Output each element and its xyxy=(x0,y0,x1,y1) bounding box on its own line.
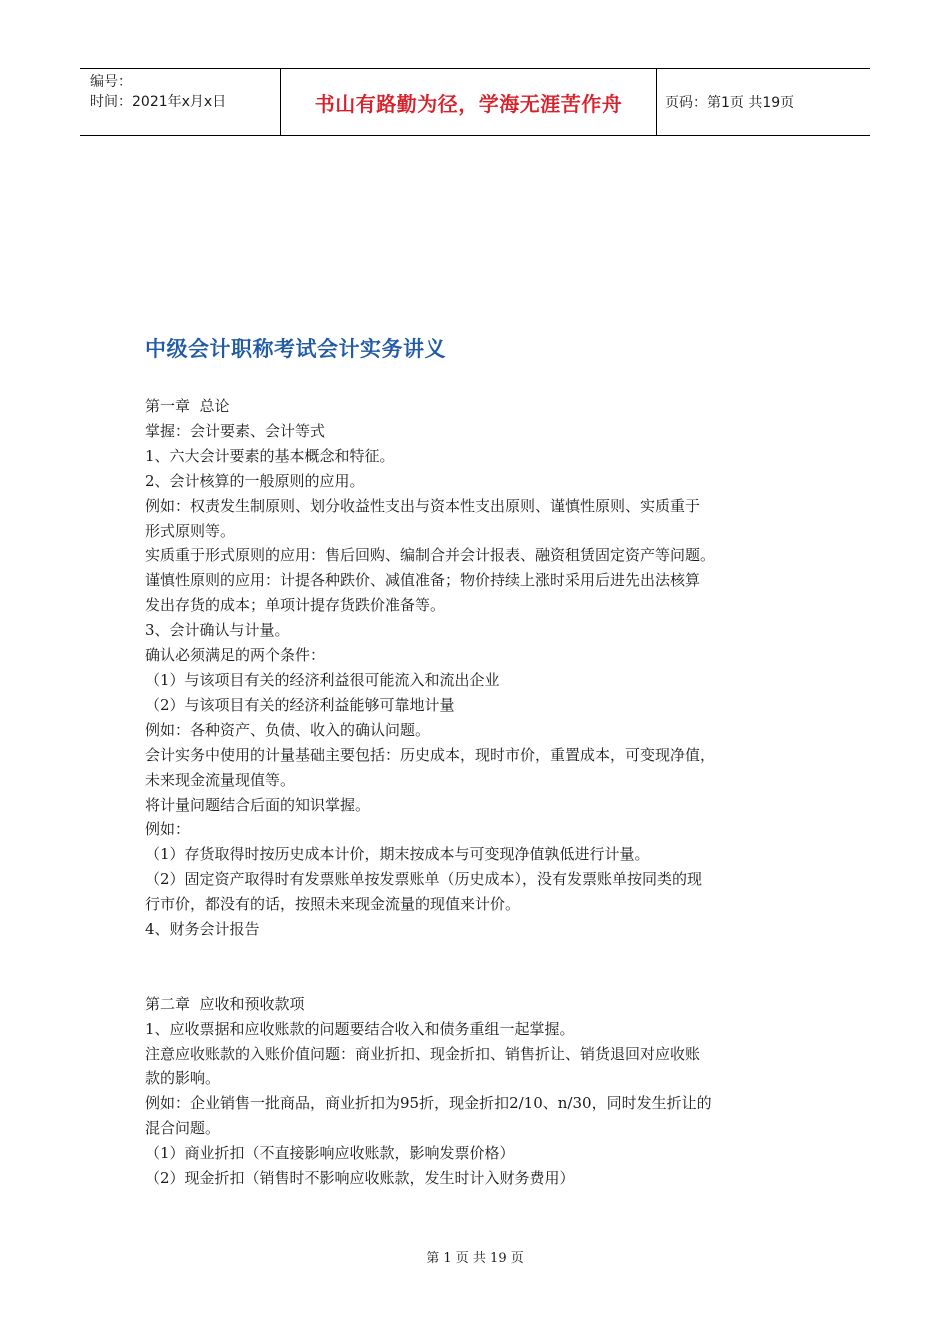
document-body xyxy=(145,394,815,1191)
document-title: 中级会计职称考试会计实务讲义 xyxy=(145,337,446,361)
text-line: 形式原则等。 xyxy=(145,521,236,540)
text-line: （2）与该项目有关的经济利益能够可靠地计量 xyxy=(145,695,455,714)
header-meta xyxy=(80,69,281,135)
number-label: 编号： xyxy=(90,74,132,90)
text-line: 发出存货的成本；单项计提存货跌价准备等。 xyxy=(145,596,446,615)
text-line: 例如：权责发生制原则、划分收益性支出与资本性支出原则、谨慎性原则、实质重于 xyxy=(145,496,701,515)
text-line: 例如： xyxy=(145,820,191,839)
text-line: 混合问题。 xyxy=(145,1119,221,1138)
text-line: 未来现金流量现值等。 xyxy=(145,770,296,789)
text-line: 行市价，都没有的话，按照未来现金流量的现值来计价。 xyxy=(145,895,521,914)
text-line: 3、会计确认与计量。 xyxy=(145,621,290,640)
text-line: 注意应收账款的入账价值问题：商业折扣、现金折扣、销售折让、销货退回对应收账 xyxy=(145,1044,701,1063)
text-line: 谨慎性原则的应用：计提各种跌价、减值准备；物价持续上涨时采用后进先出法核算 xyxy=(145,571,701,590)
chapter2-heading: 第二章 应收和预收款项 xyxy=(145,994,305,1013)
text-line: （2）现金折扣（销售时不影响应收账款，发生时计入财务费用） xyxy=(145,1169,575,1188)
text-line: 2、会计核算的一般原则的应用。 xyxy=(145,471,365,490)
text-line: 例如：各种资产、负债、收入的确认问题。 xyxy=(145,720,431,739)
header-motto: 书山有路勤为径，学海无涯苦作舟 xyxy=(281,69,657,135)
text-line: 确认必须满足的两个条件： xyxy=(145,646,326,665)
text-line: 将计量问题结合后面的知识掌握。 xyxy=(145,795,371,814)
text-line: 实质重于形式原则的应用：售后回购、编制合并会计报表、融资租赁固定资产等问题。 xyxy=(145,546,716,565)
text-line: （1）与该项目有关的经济利益很可能流入和流出企业 xyxy=(145,670,500,689)
section-spacer xyxy=(145,942,815,992)
text-line: （1）商业折扣（不直接影响应收账款，影响发票价格） xyxy=(145,1144,515,1163)
text-line: 例如：企业销售一批商品，商业折扣为95折，现金折扣2/10、n/30，同时发生折让的 xyxy=(145,1094,712,1113)
text-line: 4、财务会计报告 xyxy=(145,920,260,939)
text-line: （2）固定资产取得时有发票账单按发票账单（历史成本），没有发票账单按同类的现 xyxy=(145,870,703,889)
text-line: （1）存货取得时按历史成本计价，期末按成本与可变现净值孰低进行计量。 xyxy=(145,845,650,864)
page-footer: 第 1 页 共 19 页 xyxy=(426,1251,524,1266)
chapter1-heading: 第一章 总论 xyxy=(145,397,230,415)
text-line: 1、六大会计要素的基本概念和特征。 xyxy=(145,446,395,465)
text-line: 会计实务中使用的计量基础主要包括：历史成本，现时市价，重置成本，可变现净值， xyxy=(145,745,716,764)
page-header xyxy=(80,68,870,136)
time-label: 时间：2021年x月x日 xyxy=(90,94,227,110)
text-line: 款的影响。 xyxy=(145,1069,221,1088)
header-page-info: 页码：第1页 共19页 xyxy=(665,95,795,111)
text-line: 掌握：会计要素、会计等式 xyxy=(145,421,326,440)
text-line: 1、应收票据和应收账款的问题要结合收入和债务重组一起掌握。 xyxy=(145,1019,575,1038)
